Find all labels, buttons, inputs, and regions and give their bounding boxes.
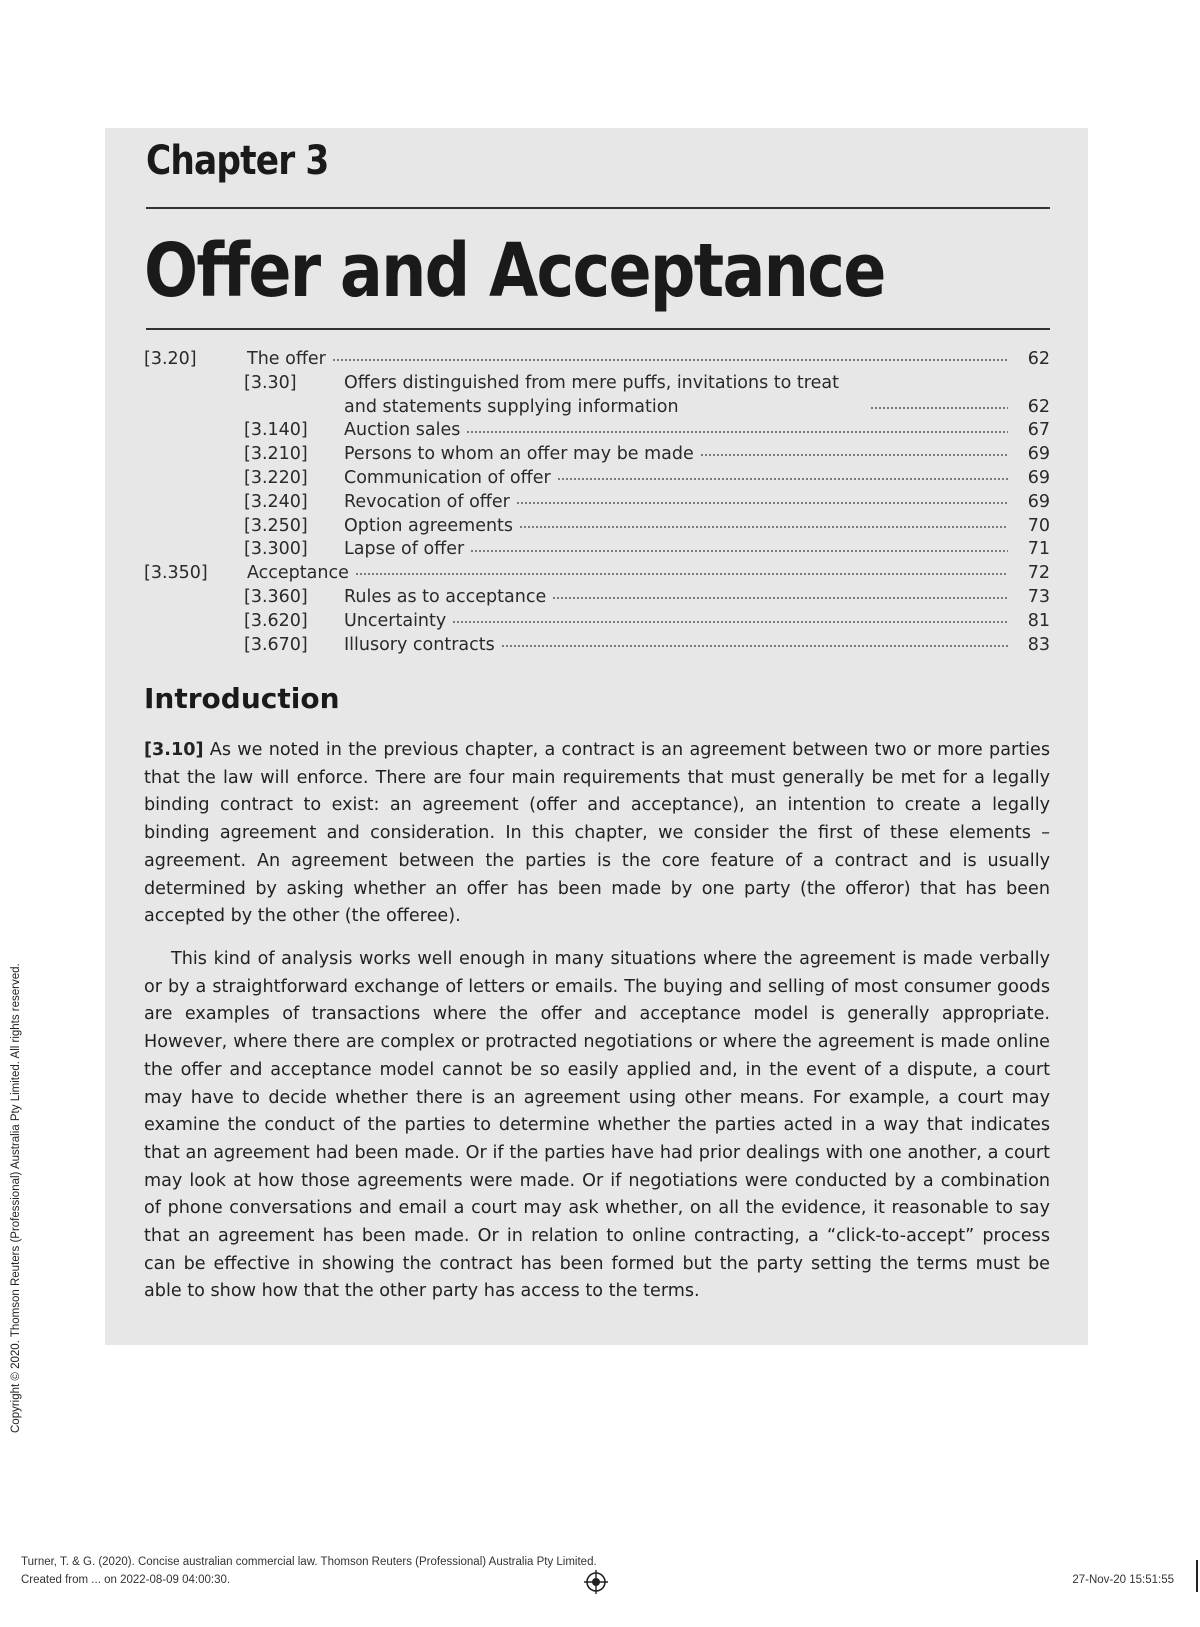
toc-entry-line — [344, 586, 1008, 610]
toc-entry — [144, 634, 1050, 658]
toc-entry-title: Uncertainty — [344, 610, 447, 631]
toc-entry-page: 69 — [1027, 444, 1050, 465]
toc-dot-leader — [516, 500, 1008, 507]
toc-entry-number: [3.20] — [144, 349, 197, 369]
toc-entry-page: 70 — [1027, 515, 1050, 536]
toc-entry — [144, 443, 1050, 467]
toc-entry-title: Acceptance — [247, 563, 349, 584]
toc-entry — [144, 538, 1050, 562]
toc-entry-title: Rules as to acceptance — [344, 586, 547, 607]
toc-dot-leader — [870, 404, 1008, 411]
toc-entry — [144, 348, 1050, 372]
toc-entry-page: 62 — [1027, 349, 1050, 369]
chapter-title: Offer and Acceptance — [144, 228, 885, 314]
toc-entry-title: Lapse of offer — [344, 539, 465, 560]
section-heading: Introduction — [144, 682, 340, 715]
toc-dot-leader — [700, 452, 1008, 459]
top-rule — [146, 207, 1050, 209]
toc-entry-number: [3.670] — [244, 634, 308, 655]
footer-citation: Turner, T. & G. (2020). Concise australian commercial law. Thomson Reuters (Professional) Australia Pty Limited. — [21, 1556, 597, 1568]
toc-entry-number: [3.360] — [244, 586, 308, 607]
toc-entry-number: [3.300] — [244, 539, 308, 560]
toc-entry-page: 81 — [1027, 610, 1050, 631]
paragraph-1-text: As we noted in the previous chapter, a contract is an agreement between two or more parties that the law will enforce. There are four main requirements that must generally be met for a legally binding contract to exist: an agreement (offer and acceptance), an intention to create a legally binding agreement and consideration. In this chapter, we consider the first of these elements – agreement. An agreement between the parties is the core feature of a contract and is usually determined by asking whether an offer has been made by one party (the offeror) that has been accepted by the other (the offeree). — [144, 740, 1050, 927]
toc-entry-line — [344, 610, 1008, 634]
toc-entry-line — [247, 348, 1008, 372]
toc-entry-number: [3.220] — [244, 467, 308, 488]
toc-entry — [144, 610, 1050, 634]
footer-created-line: Created from ... on 2022-08-09 04:00:30. — [21, 1574, 231, 1586]
toc-entry — [144, 467, 1050, 491]
toc-entry-line — [344, 467, 1008, 491]
toc-entry-page: 62 — [1027, 396, 1050, 417]
toc-entry-title: Illusory contracts — [344, 634, 495, 655]
paragraph-1 — [144, 737, 1050, 931]
toc-dot-leader — [355, 571, 1008, 578]
toc-entry-page: 73 — [1027, 586, 1050, 607]
footer-edge-bar — [1196, 1560, 1198, 1592]
toc-entry-page: 67 — [1027, 420, 1050, 441]
toc-entry-title: Auction sales — [344, 420, 461, 441]
toc-entry-page: 69 — [1027, 467, 1050, 488]
toc-dot-leader — [332, 357, 1008, 364]
toc-entry-page: 83 — [1027, 634, 1050, 655]
toc-dot-leader — [501, 642, 1008, 649]
paragraph-reference: [3.10] — [144, 740, 204, 760]
toc-dot-leader — [470, 547, 1008, 554]
toc-entry — [144, 562, 1050, 586]
toc-entry-number: [3.620] — [244, 610, 308, 631]
toc-entry-line — [344, 491, 1008, 515]
table-of-contents — [144, 348, 1050, 657]
toc-entry-title: Offers distinguished from mere puffs, invitations to treat and statements supplying information — [344, 372, 839, 417]
toc-entry-page: 69 — [1027, 491, 1050, 512]
toc-entry-line — [344, 634, 1008, 658]
toc-entry-number: [3.140] — [244, 420, 308, 441]
registration-mark-icon — [584, 1570, 608, 1594]
toc-entry-title: Revocation of offer — [344, 491, 510, 512]
toc-dot-leader — [452, 619, 1008, 626]
toc-dot-leader — [466, 428, 1008, 435]
toc-entry — [144, 515, 1050, 539]
chapter-label: Chapter 3 — [146, 138, 329, 184]
toc-entry-page: 72 — [1027, 563, 1050, 584]
toc-entry-title: Persons to whom an offer may be made — [344, 444, 694, 465]
title-rule — [146, 328, 1050, 330]
toc-entry-number: [3.240] — [244, 491, 308, 512]
toc-dot-leader — [519, 523, 1008, 530]
toc-entry-title: Communication of offer — [344, 467, 551, 488]
footer-timestamp: 27-Nov-20 15:51:55 — [1072, 1574, 1174, 1586]
toc-entry-line — [344, 372, 1008, 420]
toc-entry-line — [344, 443, 1008, 467]
toc-dot-leader — [557, 476, 1008, 483]
toc-entry-number: [3.350] — [144, 563, 208, 584]
toc-dot-leader — [552, 595, 1008, 602]
toc-entry — [144, 372, 1050, 420]
toc-entry — [144, 419, 1050, 443]
toc-entry-line — [344, 419, 1008, 443]
toc-entry-title: The offer — [247, 349, 326, 369]
toc-entry — [144, 491, 1050, 515]
toc-entry-number: [3.210] — [244, 444, 308, 465]
toc-entry-page: 71 — [1027, 539, 1050, 560]
side-copyright-notice: Copyright © 2020. Thomson Reuters (Professional) Australia Pty Limited. All rights reserved. — [10, 963, 22, 1433]
toc-entry-line — [344, 515, 1008, 539]
toc-entry-line — [344, 538, 1008, 562]
paragraph-2: This kind of analysis works well enough in many situations where the agreement is made verbally or by a straightforward exchange of letters or emails. The buying and selling of most consumer goods are examples of transactions where the offer and acceptance model is generally appropriate. However, where there are complex or protracted negotiations or where the agreement is made online the offer and acceptance model cannot be so easily applied and, in the event of a dispute, a court may have to decide whether there is an agreement using other means. For example, a court may examine the conduct of the parties to determine whether the parties acted in a way that indicates that an agreement had been made. Or if the parties have had prior dealings with one another, a court may look at how those agreements were made. Or if negotiations were conducted by a combination of phone conversations and email a court may ask whether, on all the evidence, it reasonable to say that an agreement has been made. Or in relation to online contracting, a “click-to-accept” process can be effective in showing the contract has been formed but the party setting the terms must be able to show how that the other party has access to the terms. — [144, 949, 1050, 1302]
toc-entry-number: [3.250] — [244, 515, 308, 536]
toc-entry-line — [247, 562, 1008, 586]
toc-entry-number: [3.30] — [244, 372, 297, 393]
toc-entry-title: Option agreements — [344, 515, 514, 536]
toc-entry — [144, 586, 1050, 610]
